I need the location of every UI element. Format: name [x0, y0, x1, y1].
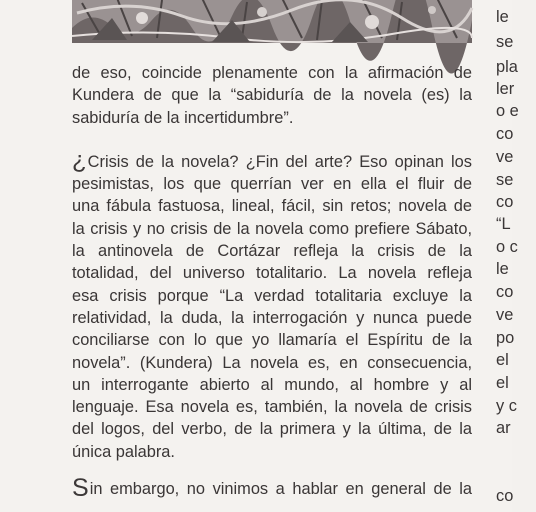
text-fragment: o c [496, 238, 518, 256]
text-line: sabiduría de la incertidumbre”. [72, 108, 294, 127]
text-line-with-dropcap [72, 146, 472, 174]
text-fragment: co [496, 125, 514, 143]
text-fragment: co [496, 193, 514, 211]
paragraph-1 [72, 62, 472, 129]
paragraph-2 [72, 146, 472, 463]
text-fragment: se [496, 171, 514, 189]
text-fragment: ler [496, 80, 515, 98]
text-fragment: co [496, 283, 514, 301]
text-line: pesimistas, los que querrían ver en ella el fluir de [72, 175, 472, 194]
paragraph-3 [72, 474, 472, 503]
text-line-with-dropcap [72, 474, 472, 503]
text-fragment: pla [496, 58, 518, 76]
text-line-rest: in embargo, no vinimos a hablar en general de la [89, 480, 472, 499]
dropcap: ¿ [72, 146, 87, 174]
text-fragment: le [496, 260, 509, 278]
text-line-rest: Crisis de la novela? ¿Fin del arte? Eso opinan los [87, 152, 472, 171]
text-line: totalidad, del universo totalitario. La novela refleja [72, 264, 472, 283]
text-line: un interrogante abierto al mundo, al hombre y al [72, 375, 472, 394]
text-line: única palabra. [72, 442, 175, 461]
text-line: conciliarse con lo que yo llamaría el Espíritu de la [72, 331, 472, 350]
text-line: una fábula fastuosa, lineal, fácil, sin retos; novela de [72, 197, 472, 216]
text-fragment: le [496, 8, 509, 26]
text-fragment: o e [496, 102, 519, 120]
text-fragment: se [496, 33, 514, 51]
left-text-column [72, 62, 472, 503]
text-line: esa crisis porque “La verdad totalitaria excluye la [72, 286, 472, 305]
text-line: lenguaje. Esa novela es, también, la novela de crisis [72, 398, 472, 417]
text-fragment: co [496, 487, 514, 505]
engraving-image [72, 0, 472, 43]
text-fragment: po [496, 329, 515, 347]
text-fragment: el [496, 351, 509, 369]
text-line: del logos, del verbo, de la primera y la última, de la [72, 420, 472, 439]
text-fragment: ar [496, 419, 511, 437]
text-fragment: y c [496, 397, 517, 415]
dropcap: S [72, 474, 89, 503]
text-fragment: el [496, 374, 509, 392]
text-line: relatividad, la duda, la interrogación y nunca puede [72, 308, 472, 327]
text-line: la crisis y no crisis de la novela como prefiere Sábato, [72, 219, 472, 238]
text-line: la antinovela de Cortázar refleja la crisis de la [72, 242, 472, 261]
engraving-illustration [72, 0, 472, 43]
text-line: Kundera de que la “sabiduría de la novela (es) la [72, 86, 472, 105]
text-fragment: ve [496, 148, 514, 166]
text-fragment: ve [496, 306, 514, 324]
text-line: novela”. (Kundera) La novela es, en consecuencia, [72, 353, 472, 372]
text-line: de eso, coincide plenamente con la afirmación de [72, 64, 472, 82]
text-fragment: “L [496, 215, 511, 233]
